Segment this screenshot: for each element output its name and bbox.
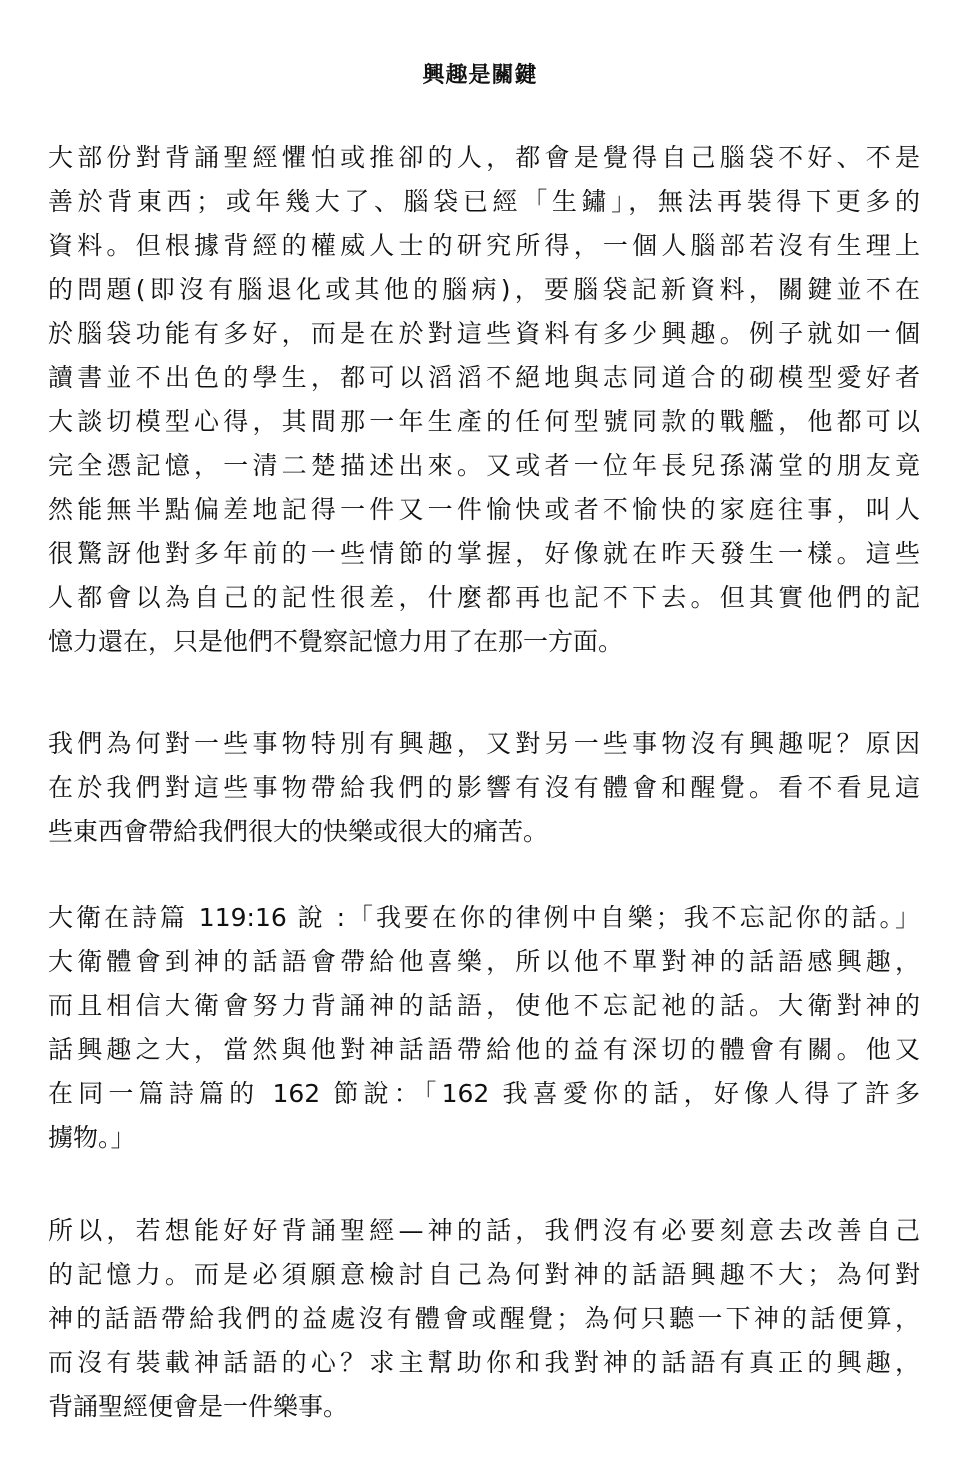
paragraph-line: 憶力還在，只是他們不覺察記憶力用了在那一方面。: [48, 627, 624, 656]
paragraph-line: 完全憑記憶，一清二楚描述出來。又或者一位年長兒孫滿堂的朋友竟: [48, 451, 920, 480]
paragraph-line: 很驚訝他對多年前的一些情節的掌握，好像就在昨天發生一樣。這些: [48, 539, 920, 568]
paragraph-line: 我們為何對一些事物特別有興趣，又對另一些事物沒有興趣呢？原因: [48, 729, 920, 758]
paragraph-david-psalm: [48, 896, 920, 1160]
paragraph-line: 大衛體會到神的話語會帶給他喜樂，所以他不單對神的話語感興趣，: [48, 947, 920, 976]
paragraph-line: 在同一篇詩篇的 162 節說：「162 我喜愛你的話，好像人得了許多: [48, 1079, 920, 1108]
paragraph-conclusion: [48, 1209, 920, 1429]
paragraph-line: 於腦袋功能有多好，而是在於對這些資料有多少興趣。例子就如一個: [48, 319, 920, 348]
paragraph-line: 擄物。」: [48, 1123, 136, 1152]
paragraph-line: 背誦聖經便會是一件樂事。: [48, 1392, 349, 1421]
paragraph-line: 些東西會帶給我們很大的快樂或很大的痛苦。: [48, 817, 549, 846]
paragraph-line: 在於我們對這些事物帶給我們的影響有沒有體會和醒覺。看不看見這: [48, 773, 920, 802]
paragraph-line: 話興趣之大，當然與他對神話語帶給他的益有深切的體會有關。他又: [48, 1035, 920, 1064]
paragraph-line: 而且相信大衛會努力背誦神的話語，使他不忘記祂的話。大衛對神的: [48, 991, 920, 1020]
paragraph-line: 然能無半點偏差地記得一件又一件愉快或者不愉快的家庭往事，叫人: [48, 495, 920, 524]
paragraph-line: 人都會以為自己的記性很差，什麼都再也記不下去。但其實他們的記: [48, 583, 920, 612]
paragraph-line: 資料。但根據背經的權威人士的研究所得，一個人腦部若沒有生理上: [48, 231, 920, 260]
paragraph-line: 神的話語帶給我們的益處沒有體會或醒覺；為何只聽一下神的話便算，: [48, 1304, 920, 1333]
paragraph-line: 大部份對背誦聖經懼怕或推卻的人，都會是覺得自己腦袋不好、不是: [48, 143, 920, 172]
paragraph-why-interest: [48, 722, 920, 854]
paragraph-line: 讀書並不出色的學生，都可以滔滔不絕地與志同道合的砌模型愛好者: [48, 363, 920, 392]
paragraph-line: 的記憶力。而是必須願意檢討自己為何對神的話語興趣不大；為何對: [48, 1260, 920, 1289]
paragraph-memory-and-interest: [48, 136, 920, 664]
paragraph-line: 的問題(即沒有腦退化或其他的腦病)，要腦袋記新資料，關鍵並不在: [48, 275, 920, 304]
paragraph-line: 善於背東西；或年幾大了、腦袋已經「生鏽」，無法再裝得下更多的: [48, 187, 920, 216]
paragraph-line: 大談切模型心得，其間那一年生產的任何型號同款的戰艦，他都可以: [48, 407, 920, 436]
paragraph-line: 所以，若想能好好背誦聖經—神的話，我們沒有必要刻意去改善自己: [48, 1216, 920, 1245]
document-title: 興趣是關鍵: [422, 63, 538, 88]
paragraph-line: 而沒有裝載神話語的心？求主幫助你和我對神的話語有真正的興趣，: [48, 1348, 920, 1377]
paragraph-line: 大衛在詩篇 119:16 說 :「我要在你的律例中自樂；我不忘記你的話。」: [48, 903, 920, 932]
